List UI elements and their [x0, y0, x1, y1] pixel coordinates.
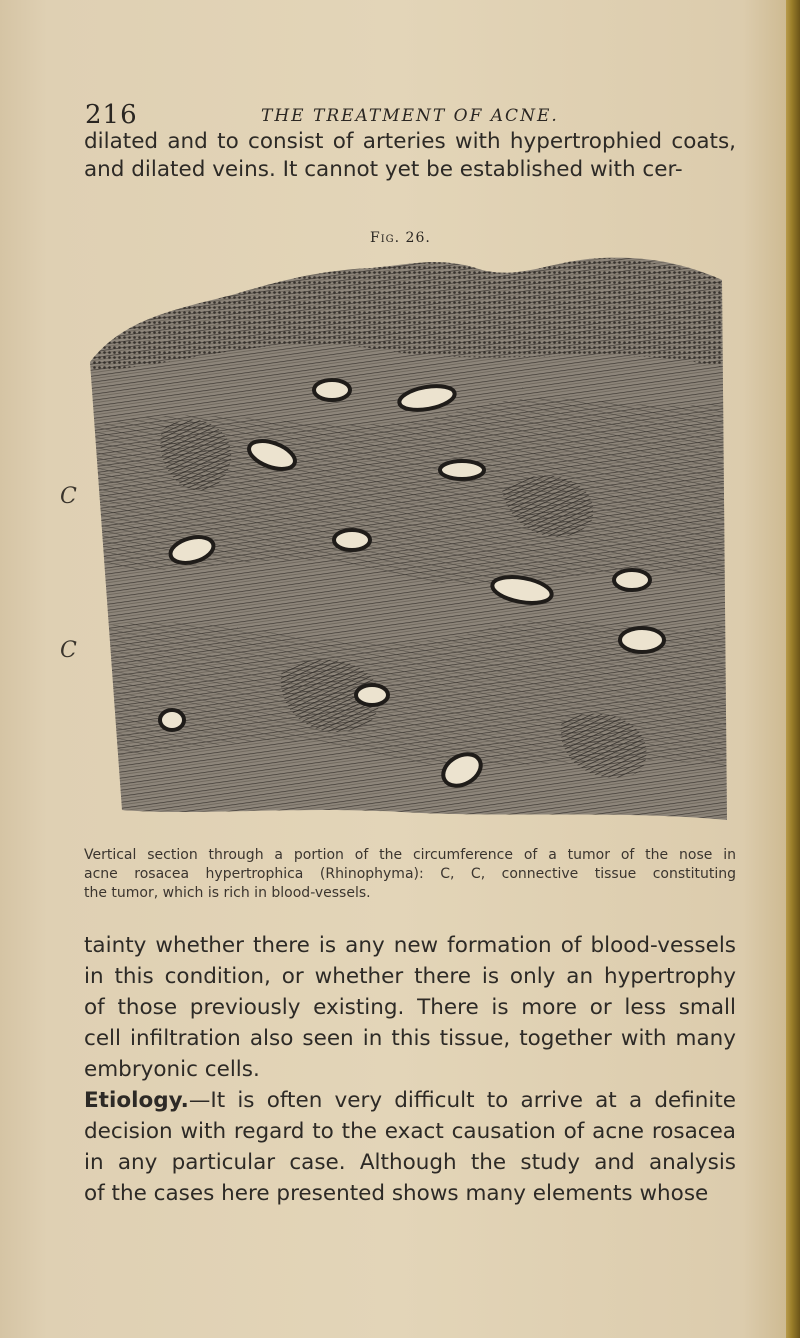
page-header — [85, 100, 725, 130]
text-line: dilated and to consist of arteries with hypertrophied coats, — [84, 129, 736, 154]
text-line: of those previously existing. There is more or less small — [84, 995, 736, 1020]
figure-side-label-c2: C — [60, 638, 77, 663]
caption-line: Vertical section through a portion of the circumference of a tumor of the nose in — [84, 847, 736, 863]
vessel-cross-section — [614, 570, 650, 590]
caption-line: the tumor, which is rich in blood-vessels. — [84, 885, 371, 901]
vessel-cross-section — [334, 530, 370, 550]
caption-line: acne rosacea hypertrophica (Rhinophyma): C, C, connective tissue constituting — [84, 866, 736, 882]
text-line: and dilated veins. It cannot yet be established with cer- — [84, 157, 683, 182]
text-line: of the cases here presented shows many elements whose — [84, 1181, 709, 1206]
figure-label: Fig. 26. — [370, 230, 431, 246]
running-head: THE TREATMENT OF ACNE. — [261, 106, 559, 126]
vessel-cross-section — [160, 710, 184, 730]
text-line: in this condition, or whether there is only an hypertrophy — [84, 964, 736, 989]
bottom-paragraph — [84, 930, 736, 1209]
etiology-first-line: —It is often very difficult to arrive at a definite — [188, 1088, 736, 1113]
etiology-heading: Etiology. — [84, 1088, 189, 1113]
text-line: cell infiltration also seen in this tissue, together with many — [84, 1026, 736, 1051]
text-line: embryonic cells. — [84, 1057, 260, 1082]
text-line: decision with regard to the exact causation of acne rosacea — [84, 1119, 736, 1144]
etiology-line — [84, 1085, 736, 1116]
text-line: tainty whether there is any new formation of blood-vessels — [84, 933, 736, 958]
text-line: in any particular case. Although the study and analysis — [84, 1150, 736, 1175]
figure-side-label-c1: C — [60, 484, 77, 509]
histology-engraving — [82, 250, 732, 830]
histology-illustration — [82, 250, 732, 830]
figure-caption — [84, 846, 736, 903]
vessel-cross-section — [620, 628, 664, 652]
vessel-cross-section — [356, 685, 388, 705]
vessel-cross-section — [314, 380, 350, 400]
page-number: 216 — [85, 100, 138, 130]
vessel-cross-section — [440, 461, 484, 479]
top-paragraph — [84, 128, 736, 184]
book-spine-edge — [786, 0, 800, 1338]
